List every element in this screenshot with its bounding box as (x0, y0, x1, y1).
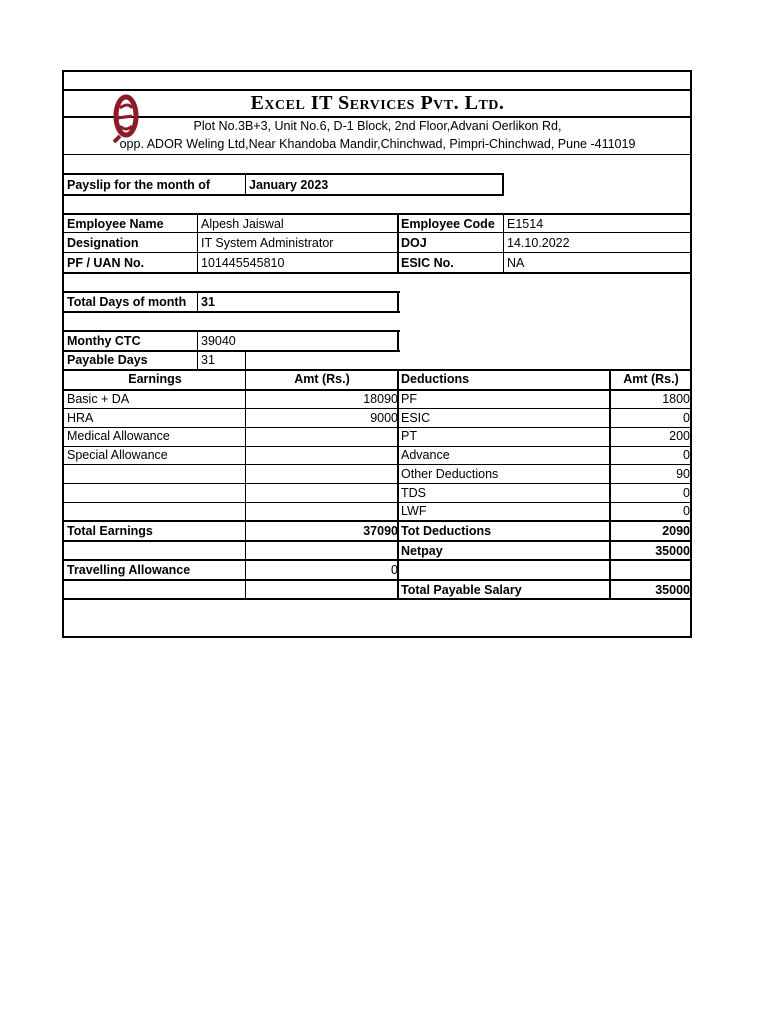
grid-line (62, 194, 504, 196)
deduction-name: LWF (401, 504, 427, 518)
travelling-allowance-value: 0 (391, 563, 398, 577)
pf-uan-value: 101445545810 (201, 256, 285, 270)
earnings-header: Earnings (128, 372, 182, 386)
earning-name: Medical Allowance (67, 429, 170, 443)
monthly-ctc-value: 39040 (201, 334, 236, 348)
deduction-name: ESIC (401, 411, 431, 425)
grid-line (197, 291, 198, 313)
doj-label: DOJ (401, 236, 427, 250)
earning-amount: 9000 (370, 411, 398, 425)
earning-name: HRA (67, 411, 94, 425)
total-payable-label: Total Payable Salary (401, 583, 522, 597)
payslip-month-value: January 2023 (249, 178, 329, 192)
grid-line (62, 70, 692, 72)
deduction-amount: 0 (683, 504, 690, 518)
monthly-ctc-label: Monthy CTC (67, 334, 141, 348)
designation-value: IT System Administrator (201, 236, 334, 250)
tot-deductions-label: Tot Deductions (401, 524, 492, 538)
deduction-amount: 200 (669, 429, 690, 443)
grid-line (62, 252, 692, 253)
deduction-amount: 0 (683, 486, 690, 500)
grid-line (62, 272, 692, 274)
deduction-amount: 0 (683, 448, 690, 462)
grid-line (62, 70, 64, 638)
tot-deductions-value: 2090 (662, 524, 690, 538)
address-line-2: opp. ADOR Weling Ltd,Near Khandoba Mandir,Chinchwad, Pimpri-Chinchwad, Pune -411019 (119, 137, 636, 151)
deductions-header: Deductions (401, 372, 470, 386)
grid-line (503, 213, 504, 274)
deduction-amount: 90 (676, 467, 690, 481)
employee-code-value: E1514 (507, 217, 544, 231)
employee-code-label: Employee Code (401, 217, 495, 231)
grid-line (197, 330, 198, 369)
deduction-name: TDS (401, 486, 426, 500)
netpay-label: Netpay (401, 544, 443, 558)
payable-days-value: 31 (201, 353, 215, 367)
grid-line (62, 311, 400, 313)
payslip-month-label: Payslip for the month of (67, 178, 211, 192)
grid-line (62, 154, 692, 155)
pf-uan-label: PF / UAN No. (67, 256, 145, 270)
netpay-value: 35000 (655, 544, 690, 558)
grid-line (502, 173, 504, 196)
earning-amount: 18090 (363, 392, 398, 406)
grid-line (245, 173, 246, 196)
grid-line (245, 369, 246, 599)
grid-line (197, 213, 198, 274)
designation-label: Designation (67, 236, 139, 250)
earnings-amt-header: Amt (Rs.) (294, 372, 350, 386)
earning-name: Special Allowance (67, 448, 168, 462)
deduction-name: PT (401, 429, 417, 443)
total-days-value: 31 (201, 295, 215, 309)
esic-no-label: ESIC No. (401, 256, 454, 270)
total-payable-value: 35000 (655, 583, 690, 597)
deduction-name: PF (401, 392, 417, 406)
deductions-amt-header: Amt (Rs.) (623, 372, 679, 386)
grid-line (397, 291, 399, 313)
employee-name-label: Employee Name (67, 217, 164, 231)
payable-days-label: Payable Days (67, 353, 148, 367)
esic-no-value: NA (507, 256, 525, 270)
doj-value: 14.10.2022 (507, 236, 570, 250)
employee-name-value: Alpesh Jaiswal (201, 217, 284, 231)
total-days-label: Total Days of month (67, 295, 187, 309)
travelling-allowance-label: Travelling Allowance (67, 563, 191, 577)
deduction-name: Advance (401, 448, 450, 462)
grid-line (397, 330, 399, 352)
address-line-1: Plot No.3B+3, Unit No.6, D-1 Block, 2nd Floor,Advani Oerlikon Rd, (193, 119, 562, 133)
grid-line (62, 636, 692, 638)
total-earnings-value: 37090 (363, 524, 398, 538)
deduction-amount: 1800 (662, 392, 690, 406)
grid-line (62, 173, 504, 175)
earning-name: Basic + DA (67, 392, 130, 406)
deduction-amount: 0 (683, 411, 690, 425)
grid-line (245, 350, 246, 369)
total-earnings-label: Total Earnings (67, 524, 153, 538)
deduction-name: Other Deductions (401, 467, 499, 481)
company-name: Excel IT Services Pvt. Ltd. (250, 92, 505, 114)
